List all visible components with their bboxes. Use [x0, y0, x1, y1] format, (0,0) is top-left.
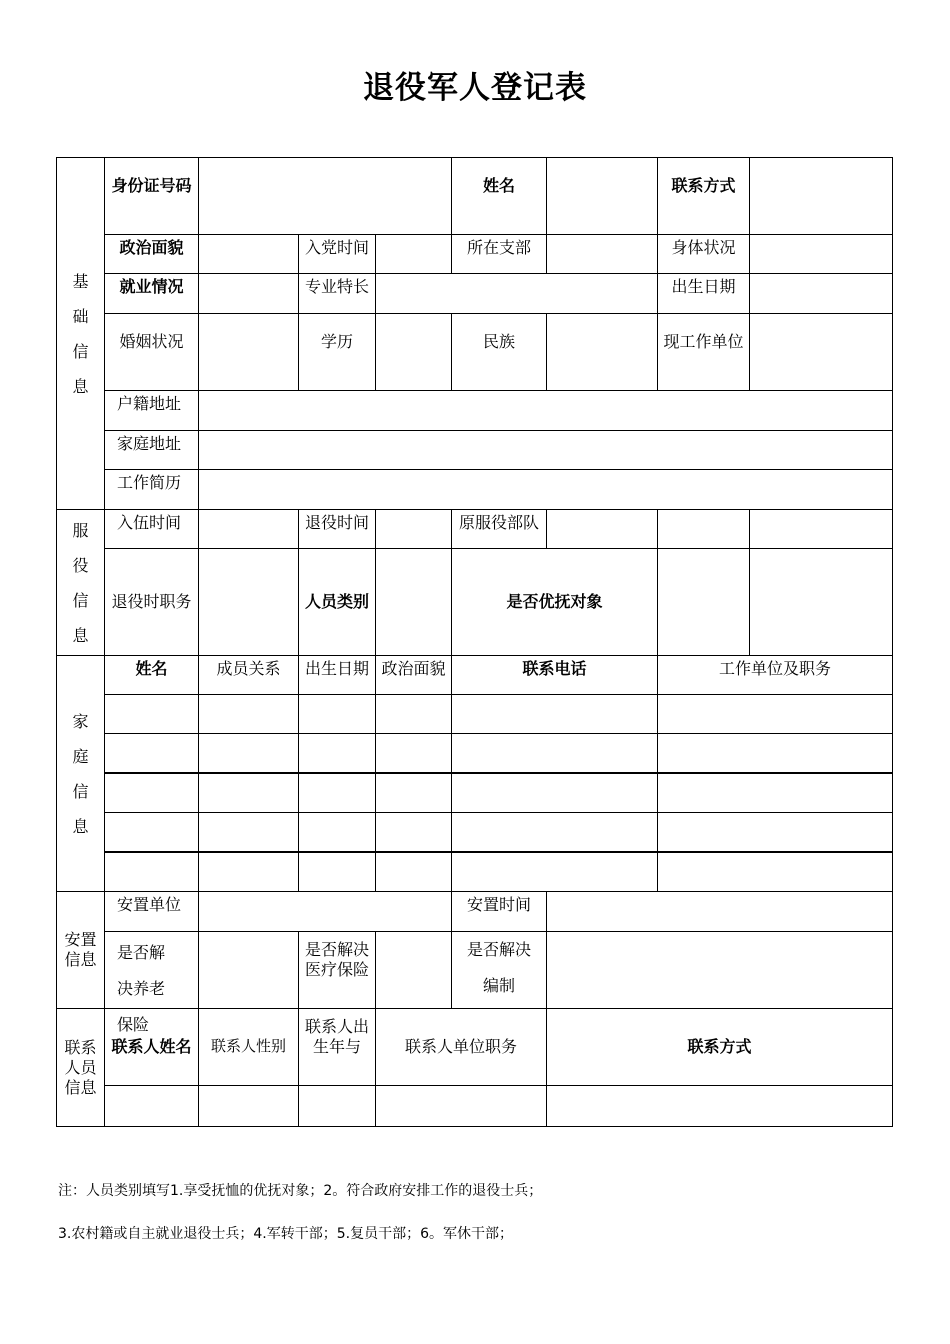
family-header-political: 政治面貌 — [375, 655, 452, 695]
contact-header-unit-position: 联系人单位职务 — [375, 1008, 547, 1086]
label-personnel-category: 人员类别 — [298, 548, 376, 656]
section-placement-label: 安置信息 — [64, 930, 97, 969]
label-marital-status: 婚姻状况 — [104, 313, 199, 391]
input-employment[interactable] — [198, 273, 299, 314]
label-current-employer: 现工作单位 — [657, 313, 750, 391]
input-birth-date[interactable] — [749, 273, 893, 314]
input-party-join-time[interactable] — [375, 234, 452, 274]
label-health: 身体状况 — [657, 234, 750, 274]
label-employment: 就业情况 — [104, 273, 199, 314]
family-header-work: 工作单位及职务 — [657, 655, 893, 695]
family-cell[interactable] — [375, 694, 452, 734]
contact-input-method[interactable] — [546, 1085, 893, 1127]
input-original-unit-extra-2[interactable] — [749, 509, 893, 549]
label-medical-text: 是否解决医疗保险 — [305, 940, 370, 979]
label-pension-text: 是否解决养老保险 — [117, 943, 166, 1034]
label-party-join-time: 入党时间 — [298, 234, 376, 274]
input-education[interactable] — [375, 313, 452, 391]
family-cell[interactable] — [198, 852, 299, 892]
contact-header-birth — [298, 1008, 376, 1086]
label-name: 姓名 — [451, 157, 547, 235]
label-household-address: 户籍地址 — [104, 390, 199, 431]
contact-input-unit-position[interactable] — [375, 1085, 547, 1127]
label-id-number: 身份证号码 — [104, 157, 199, 235]
label-staffing-text: 是否解决编制 — [466, 940, 531, 995]
label-home-address: 家庭地址 — [104, 430, 199, 470]
family-cell[interactable] — [657, 733, 893, 773]
family-cell[interactable] — [298, 733, 376, 773]
contact-header-method: 联系方式 — [546, 1008, 893, 1086]
family-cell[interactable] — [657, 812, 893, 852]
label-preferential-target: 是否优抚对象 — [451, 548, 658, 656]
note-line-1: 注：人员类别填写1.享受抚恤的优抚对象；2。符合政府安排工作的退役士兵； — [58, 1183, 543, 1199]
family-cell[interactable] — [375, 733, 452, 773]
contact-input-gender[interactable] — [198, 1085, 299, 1127]
section-family — [56, 655, 105, 892]
label-work-history: 工作简历 — [104, 469, 199, 510]
contact-header-gender: 联系人性别 — [198, 1008, 299, 1086]
family-header-phone: 联系电话 — [451, 655, 658, 695]
section-family-label: 家庭信息 — [72, 711, 89, 836]
label-political-status: 政治面貌 — [104, 234, 199, 274]
input-preferential-target-extra[interactable] — [749, 548, 893, 656]
input-pension[interactable] — [198, 931, 299, 1009]
family-cell[interactable] — [198, 694, 299, 734]
input-marital-status[interactable] — [198, 313, 299, 391]
label-discharge-time: 退役时间 — [298, 509, 376, 549]
input-branch[interactable] — [546, 234, 658, 274]
label-staffing — [451, 931, 547, 1009]
input-staffing[interactable] — [546, 931, 893, 1009]
label-contact-method: 联系方式 — [657, 157, 750, 235]
input-work-history[interactable] — [198, 469, 893, 510]
label-placement-unit: 安置单位 — [104, 891, 199, 932]
input-personnel-category[interactable] — [375, 548, 452, 656]
label-placement-time: 安置时间 — [451, 891, 547, 932]
input-name[interactable] — [546, 157, 658, 235]
input-current-employer[interactable] — [749, 313, 893, 391]
family-cell[interactable] — [451, 694, 658, 734]
section-contact — [56, 1008, 105, 1127]
input-contact-method[interactable] — [749, 157, 893, 235]
input-id-number[interactable] — [198, 157, 452, 235]
family-cell[interactable] — [198, 812, 299, 852]
label-education: 学历 — [298, 313, 376, 391]
family-cell[interactable] — [451, 852, 658, 892]
family-cell[interactable] — [298, 812, 376, 852]
label-medical — [298, 931, 376, 1009]
input-ethnicity[interactable] — [546, 313, 658, 391]
family-cell[interactable] — [375, 773, 452, 813]
family-cell[interactable] — [104, 694, 199, 734]
section-basic — [56, 157, 105, 510]
input-household-address[interactable] — [198, 390, 893, 431]
label-ethnicity: 民族 — [451, 313, 547, 391]
family-cell[interactable] — [375, 852, 452, 892]
section-service-label: 服役信息 — [72, 520, 89, 645]
input-original-unit-extra[interactable] — [657, 509, 750, 549]
input-placement-time[interactable] — [546, 891, 893, 932]
family-cell[interactable] — [451, 812, 658, 852]
input-original-unit[interactable] — [546, 509, 658, 549]
section-service — [56, 509, 105, 656]
label-pension — [104, 931, 199, 1034]
family-cell[interactable] — [104, 812, 199, 852]
family-cell[interactable] — [657, 694, 893, 734]
section-placement — [56, 891, 105, 1009]
contact-header-name: 联系人姓名 — [104, 1008, 199, 1086]
contact-input-name[interactable] — [104, 1085, 199, 1127]
input-health[interactable] — [749, 234, 893, 274]
contact-input-birth[interactable] — [298, 1085, 376, 1127]
family-cell[interactable] — [657, 773, 893, 813]
family-header-birth: 出生日期 — [298, 655, 376, 695]
input-discharge-time[interactable] — [375, 509, 452, 549]
family-cell[interactable] — [104, 733, 199, 773]
label-specialty: 专业特长 — [298, 273, 376, 314]
family-cell[interactable] — [198, 773, 299, 813]
family-header-name: 姓名 — [104, 655, 199, 695]
family-cell[interactable] — [298, 852, 376, 892]
family-cell[interactable] — [298, 694, 376, 734]
input-political-status[interactable] — [198, 234, 299, 274]
input-medical[interactable] — [375, 931, 452, 1009]
label-discharge-position: 退役时职务 — [104, 548, 199, 656]
family-cell[interactable] — [298, 773, 376, 813]
family-cell[interactable] — [657, 852, 893, 892]
input-enlist-time[interactable] — [198, 509, 299, 549]
family-cell[interactable] — [451, 733, 658, 773]
page-title: 退役军人登记表 — [363, 70, 587, 106]
family-cell[interactable] — [104, 852, 199, 892]
family-cell[interactable] — [375, 812, 452, 852]
label-birth-date: 出生日期 — [657, 273, 750, 314]
label-original-unit: 原服役部队 — [451, 509, 547, 549]
input-discharge-position[interactable] — [198, 548, 299, 656]
input-home-address[interactable] — [198, 430, 893, 470]
note-line-2: 3.农村籍或自主就业退役士兵；4.军转干部；5.复员干部；6。军休干部； — [58, 1226, 513, 1242]
input-preferential-target[interactable] — [657, 548, 750, 656]
section-contact-label: 联系人员信息 — [64, 1037, 97, 1097]
contact-header-birth-text: 联系人出生年与 — [304, 1017, 369, 1056]
section-basic-label: 基础信息 — [72, 271, 89, 396]
family-cell[interactable] — [451, 773, 658, 813]
family-header-relation: 成员关系 — [198, 655, 299, 695]
input-specialty[interactable] — [375, 273, 658, 314]
family-cell[interactable] — [198, 733, 299, 773]
label-enlist-time: 入伍时间 — [104, 509, 199, 549]
input-placement-unit[interactable] — [198, 891, 452, 932]
label-branch: 所在支部 — [451, 234, 547, 274]
family-cell[interactable] — [104, 773, 199, 813]
